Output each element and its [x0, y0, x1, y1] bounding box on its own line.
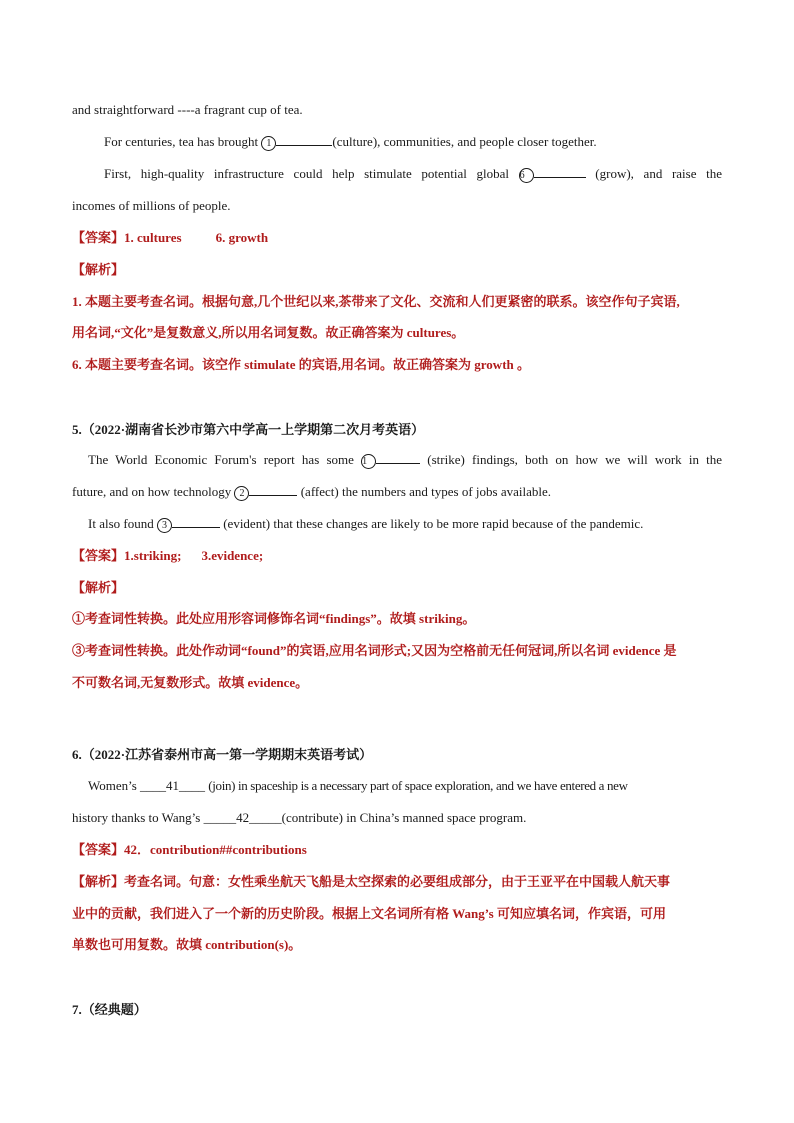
explanation-line: 6. 本题主要考查名词。该空作 stimulate 的宾语,用名词。故正确答案为 growth 。	[72, 357, 531, 372]
explanation-line: 【解析】考查名词。句意：女性乘坐航天飞船是太空探索的必要组成部分，由于王亚平在中国载人航天事	[72, 874, 671, 889]
passage-line: incomes of millions of people.	[72, 198, 231, 213]
explanation-line: ①考查词性转换。此处应用形容词修饰名词“findings”。故填 striking。	[72, 611, 476, 626]
fill-blank	[534, 165, 586, 178]
answer-line: 【答案】1.striking; 3.evidence;	[72, 548, 264, 563]
question-5-line: It also found 3 (evident) that these changes are likely to be more rapid because of the pandemic.	[88, 516, 644, 531]
question-6-line: history thanks to Wang’s _____42_____(contribute) in China’s manned space program.	[72, 810, 527, 825]
question-5-heading: 5.（2022·湖南省长沙市第六中学高一上学期第二次月考英语）	[72, 422, 425, 437]
explanation-line: 用名词,“文化”是复数意义,所以用名词复数。故正确答案为 cultures。	[72, 325, 465, 340]
analysis-label: 【解析】	[72, 580, 125, 595]
passage-line: For centuries, tea has brought 1 (culture), communities, and people closer together.	[104, 134, 597, 149]
blank-41: ____41____	[140, 778, 206, 793]
blank-42: _____42_____	[203, 810, 282, 825]
answer-line: 【答案】1. cultures 6. growth	[72, 230, 269, 245]
answer-line: 【答案】42．contribution##contributions	[72, 842, 307, 857]
blank-number-1: 1	[361, 454, 376, 469]
blank-number-1: 1	[261, 136, 276, 151]
passage-line: and straightforward ----a fragrant cup of tea.	[72, 102, 303, 117]
explanation-line: 单数也可用复数。故填 contribution(s)。	[72, 937, 302, 952]
passage-line: First, high-quality infrastructure could help stimulate potential global 6 (grow), and raise the	[104, 166, 723, 181]
analysis-label: 【解析】	[72, 262, 125, 277]
question-6-line: Women’s ____41____ (join) in spaceship is a necessary part of space exploration, and we have entered a new	[88, 778, 628, 793]
explanation-line: ③考查词性转换。此处作动词“found”的宾语,应用名词形式;又因为空格前无任何冠词,所以名词 evidence 是	[72, 643, 677, 658]
question-5-line: future, and on how technology 2 (affect) the numbers and types of jobs available.	[72, 484, 552, 499]
explanation-line: 不可数名词,无复数形式。故填 evidence。	[72, 675, 309, 690]
blank-number-3: 3	[157, 518, 172, 533]
question-5-line: The World Economic Forum's report has some 1 (strike) findings, both on how we will work in the	[88, 452, 723, 467]
fill-blank	[172, 515, 220, 528]
blank-number-6: 6	[519, 168, 534, 183]
question-6-heading: 6.（2022·江苏省泰州市高一第一学期期末英语考试）	[72, 747, 373, 762]
fill-blank	[376, 451, 420, 464]
fill-blank	[276, 133, 332, 146]
explanation-line: 业中的贡献，我们进入了一个新的历史阶段。根据上文名词所有格 Wang’s 可知应填名词，作宾语，可用	[72, 906, 666, 921]
explanation-line: 1. 本题主要考查名词。根据句意,几个世纪以来,茶带来了文化、交流和人们更紧密的联系。该空作句子宾语,	[72, 294, 680, 309]
question-7-heading: 7.（经典题）	[72, 1002, 147, 1017]
blank-number-2: 2	[234, 486, 249, 501]
fill-blank	[249, 483, 297, 496]
